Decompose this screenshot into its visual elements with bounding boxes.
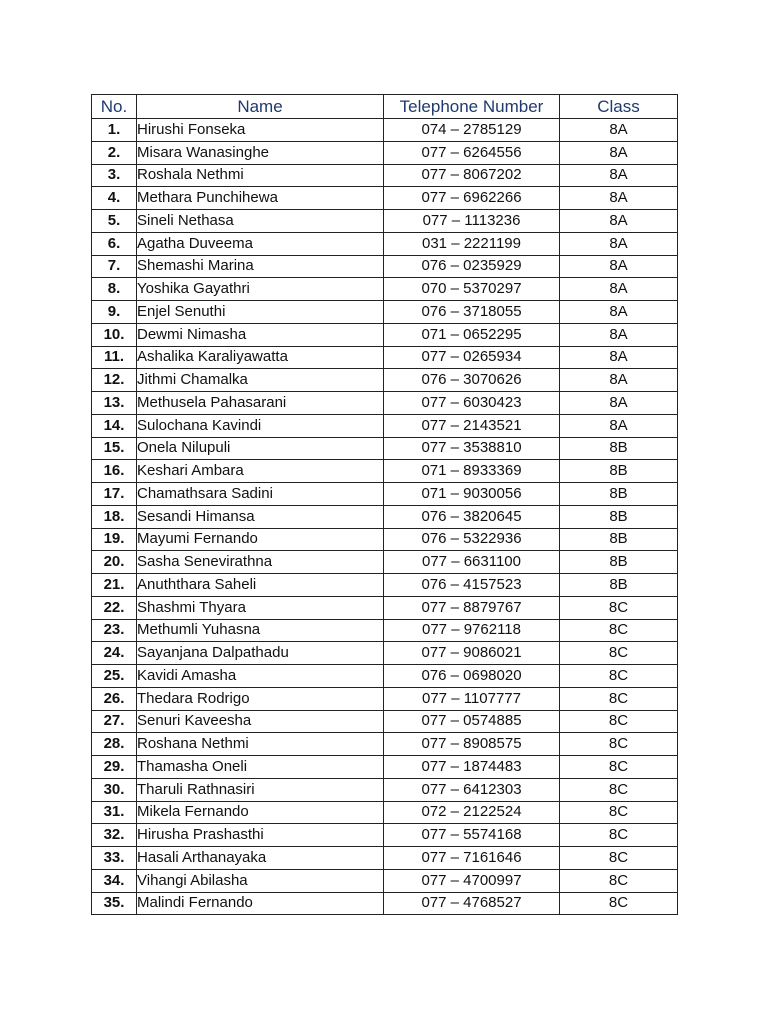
table-row xyxy=(92,119,678,142)
row-number: 25. xyxy=(92,665,137,688)
student-name: Methusela Pahasarani xyxy=(137,392,384,415)
row-number: 4. xyxy=(92,187,137,210)
table-row xyxy=(92,210,678,233)
table-row xyxy=(92,574,678,597)
class-name: 8C xyxy=(560,801,678,824)
telephone-number: 077 – 9762118 xyxy=(384,619,560,642)
row-number: 13. xyxy=(92,392,137,415)
row-number: 26. xyxy=(92,687,137,710)
telephone-number: 071 – 8933369 xyxy=(384,460,560,483)
telephone-number: 076 – 5322936 xyxy=(384,528,560,551)
telephone-number: 076 – 3820645 xyxy=(384,505,560,528)
telephone-number: 071 – 9030056 xyxy=(384,483,560,506)
student-name: Sayanjana Dalpathadu xyxy=(137,642,384,665)
contact-table xyxy=(91,94,678,915)
student-name: Methumli Yuhasna xyxy=(137,619,384,642)
student-name: Anuththara Saheli xyxy=(137,574,384,597)
row-number: 17. xyxy=(92,483,137,506)
student-name: Sulochana Kavindi xyxy=(137,414,384,437)
header-class: Class xyxy=(560,95,678,119)
class-name: 8A xyxy=(560,255,678,278)
row-number: 3. xyxy=(92,164,137,187)
table-row xyxy=(92,824,678,847)
class-name: 8B xyxy=(560,460,678,483)
class-name: 8A xyxy=(560,164,678,187)
table-row xyxy=(92,892,678,915)
row-number: 16. xyxy=(92,460,137,483)
telephone-number: 071 – 0652295 xyxy=(384,323,560,346)
table-row xyxy=(92,187,678,210)
student-name: Kavidi Amasha xyxy=(137,665,384,688)
class-name: 8C xyxy=(560,619,678,642)
telephone-number: 077 – 1107777 xyxy=(384,687,560,710)
row-number: 15. xyxy=(92,437,137,460)
telephone-number: 077 – 4768527 xyxy=(384,892,560,915)
telephone-number: 077 – 1874483 xyxy=(384,756,560,779)
table-row xyxy=(92,710,678,733)
table-row xyxy=(92,369,678,392)
student-name: Keshari Ambara xyxy=(137,460,384,483)
class-name: 8C xyxy=(560,733,678,756)
student-name: Agatha Duveema xyxy=(137,232,384,255)
row-number: 21. xyxy=(92,574,137,597)
class-name: 8A xyxy=(560,119,678,142)
class-name: 8A xyxy=(560,141,678,164)
row-number: 31. xyxy=(92,801,137,824)
header-telephone: Telephone Number xyxy=(384,95,560,119)
student-name: Shashmi Thyara xyxy=(137,596,384,619)
class-name: 8C xyxy=(560,642,678,665)
class-name: 8B xyxy=(560,505,678,528)
row-number: 32. xyxy=(92,824,137,847)
telephone-number: 072 – 2122524 xyxy=(384,801,560,824)
table-row xyxy=(92,847,678,870)
table-row xyxy=(92,505,678,528)
telephone-number: 077 – 0574885 xyxy=(384,710,560,733)
class-name: 8A xyxy=(560,392,678,415)
student-name: Tharuli Rathnasiri xyxy=(137,778,384,801)
telephone-number: 077 – 6962266 xyxy=(384,187,560,210)
row-number: 12. xyxy=(92,369,137,392)
table-row xyxy=(92,414,678,437)
table-row xyxy=(92,801,678,824)
class-name: 8B xyxy=(560,528,678,551)
student-name: Hirushi Fonseka xyxy=(137,119,384,142)
table-row xyxy=(92,483,678,506)
row-number: 10. xyxy=(92,323,137,346)
class-name: 8C xyxy=(560,778,678,801)
student-name: Enjel Senuthi xyxy=(137,301,384,324)
telephone-number: 077 – 7161646 xyxy=(384,847,560,870)
telephone-number: 076 – 4157523 xyxy=(384,574,560,597)
class-name: 8C xyxy=(560,847,678,870)
class-name: 8C xyxy=(560,687,678,710)
row-number: 29. xyxy=(92,756,137,779)
row-number: 24. xyxy=(92,642,137,665)
table-row xyxy=(92,869,678,892)
student-name: Thedara Rodrigo xyxy=(137,687,384,710)
telephone-number: 076 – 0235929 xyxy=(384,255,560,278)
student-name: Senuri Kaveesha xyxy=(137,710,384,733)
student-name: Chamathsara Sadini xyxy=(137,483,384,506)
telephone-number: 076 – 3718055 xyxy=(384,301,560,324)
table-row xyxy=(92,778,678,801)
student-name: Vihangi Abilasha xyxy=(137,869,384,892)
row-number: 22. xyxy=(92,596,137,619)
class-name: 8A xyxy=(560,346,678,369)
student-name: Roshala Nethmi xyxy=(137,164,384,187)
table-row xyxy=(92,437,678,460)
telephone-number: 077 – 6631100 xyxy=(384,551,560,574)
class-name: 8A xyxy=(560,210,678,233)
row-number: 33. xyxy=(92,847,137,870)
row-number: 34. xyxy=(92,869,137,892)
class-name: 8A xyxy=(560,301,678,324)
class-name: 8A xyxy=(560,187,678,210)
table-row xyxy=(92,392,678,415)
student-name: Misara Wanasinghe xyxy=(137,141,384,164)
telephone-number: 076 – 0698020 xyxy=(384,665,560,688)
student-name: Jithmi Chamalka xyxy=(137,369,384,392)
student-name: Shemashi Marina xyxy=(137,255,384,278)
student-name: Hirusha Prashasthi xyxy=(137,824,384,847)
table-row xyxy=(92,141,678,164)
telephone-number: 077 – 6030423 xyxy=(384,392,560,415)
telephone-number: 077 – 6412303 xyxy=(384,778,560,801)
telephone-number: 070 – 5370297 xyxy=(384,278,560,301)
table-row xyxy=(92,619,678,642)
header-name: Name xyxy=(137,95,384,119)
table-row xyxy=(92,528,678,551)
student-name: Hasali Arthanayaka xyxy=(137,847,384,870)
student-name: Mayumi Fernando xyxy=(137,528,384,551)
table-body xyxy=(92,119,678,915)
class-name: 8A xyxy=(560,414,678,437)
row-number: 1. xyxy=(92,119,137,142)
telephone-number: 077 – 8908575 xyxy=(384,733,560,756)
row-number: 6. xyxy=(92,232,137,255)
row-number: 5. xyxy=(92,210,137,233)
row-number: 20. xyxy=(92,551,137,574)
telephone-number: 077 – 1113236 xyxy=(384,210,560,233)
student-name: Roshana Nethmi xyxy=(137,733,384,756)
row-number: 27. xyxy=(92,710,137,733)
telephone-number: 074 – 2785129 xyxy=(384,119,560,142)
table-header xyxy=(92,95,678,119)
table-row xyxy=(92,255,678,278)
table-row xyxy=(92,665,678,688)
table-row xyxy=(92,596,678,619)
student-name: Dewmi Nimasha xyxy=(137,323,384,346)
class-name: 8C xyxy=(560,756,678,779)
class-name: 8C xyxy=(560,710,678,733)
telephone-number: 077 – 4700997 xyxy=(384,869,560,892)
class-name: 8B xyxy=(560,483,678,506)
class-name: 8A xyxy=(560,278,678,301)
header-no: No. xyxy=(92,95,137,119)
table-row xyxy=(92,551,678,574)
telephone-number: 077 – 5574168 xyxy=(384,824,560,847)
header-row xyxy=(92,95,678,119)
class-name: 8C xyxy=(560,596,678,619)
student-name: Ashalika Karaliyawatta xyxy=(137,346,384,369)
student-name: Methara Punchihewa xyxy=(137,187,384,210)
telephone-number: 077 – 0265934 xyxy=(384,346,560,369)
class-name: 8B xyxy=(560,551,678,574)
class-name: 8A xyxy=(560,369,678,392)
row-number: 2. xyxy=(92,141,137,164)
row-number: 8. xyxy=(92,278,137,301)
table-row xyxy=(92,642,678,665)
table-row xyxy=(92,323,678,346)
telephone-number: 077 – 2143521 xyxy=(384,414,560,437)
row-number: 9. xyxy=(92,301,137,324)
table-row xyxy=(92,733,678,756)
table-row xyxy=(92,756,678,779)
row-number: 30. xyxy=(92,778,137,801)
table-row xyxy=(92,164,678,187)
table-row xyxy=(92,278,678,301)
telephone-number: 077 – 8879767 xyxy=(384,596,560,619)
student-name: Sasha Senevirathna xyxy=(137,551,384,574)
class-name: 8B xyxy=(560,437,678,460)
student-name: Yoshika Gayathri xyxy=(137,278,384,301)
class-name: 8C xyxy=(560,892,678,915)
student-name: Mikela Fernando xyxy=(137,801,384,824)
table-row xyxy=(92,687,678,710)
row-number: 19. xyxy=(92,528,137,551)
row-number: 11. xyxy=(92,346,137,369)
row-number: 35. xyxy=(92,892,137,915)
class-name: 8C xyxy=(560,869,678,892)
student-name: Sesandi Himansa xyxy=(137,505,384,528)
row-number: 28. xyxy=(92,733,137,756)
table-row xyxy=(92,346,678,369)
telephone-number: 077 – 9086021 xyxy=(384,642,560,665)
table-row xyxy=(92,460,678,483)
table-row xyxy=(92,301,678,324)
telephone-number: 077 – 3538810 xyxy=(384,437,560,460)
telephone-number: 076 – 3070626 xyxy=(384,369,560,392)
class-name: 8B xyxy=(560,574,678,597)
student-name: Onela Nilupuli xyxy=(137,437,384,460)
row-number: 18. xyxy=(92,505,137,528)
class-name: 8C xyxy=(560,665,678,688)
student-name: Malindi Fernando xyxy=(137,892,384,915)
class-name: 8C xyxy=(560,824,678,847)
table-row xyxy=(92,232,678,255)
row-number: 23. xyxy=(92,619,137,642)
student-name: Sineli Nethasa xyxy=(137,210,384,233)
class-name: 8A xyxy=(560,232,678,255)
row-number: 14. xyxy=(92,414,137,437)
telephone-number: 077 – 8067202 xyxy=(384,164,560,187)
row-number: 7. xyxy=(92,255,137,278)
telephone-number: 031 – 2221199 xyxy=(384,232,560,255)
student-name: Thamasha Oneli xyxy=(137,756,384,779)
telephone-number: 077 – 6264556 xyxy=(384,141,560,164)
class-name: 8A xyxy=(560,323,678,346)
